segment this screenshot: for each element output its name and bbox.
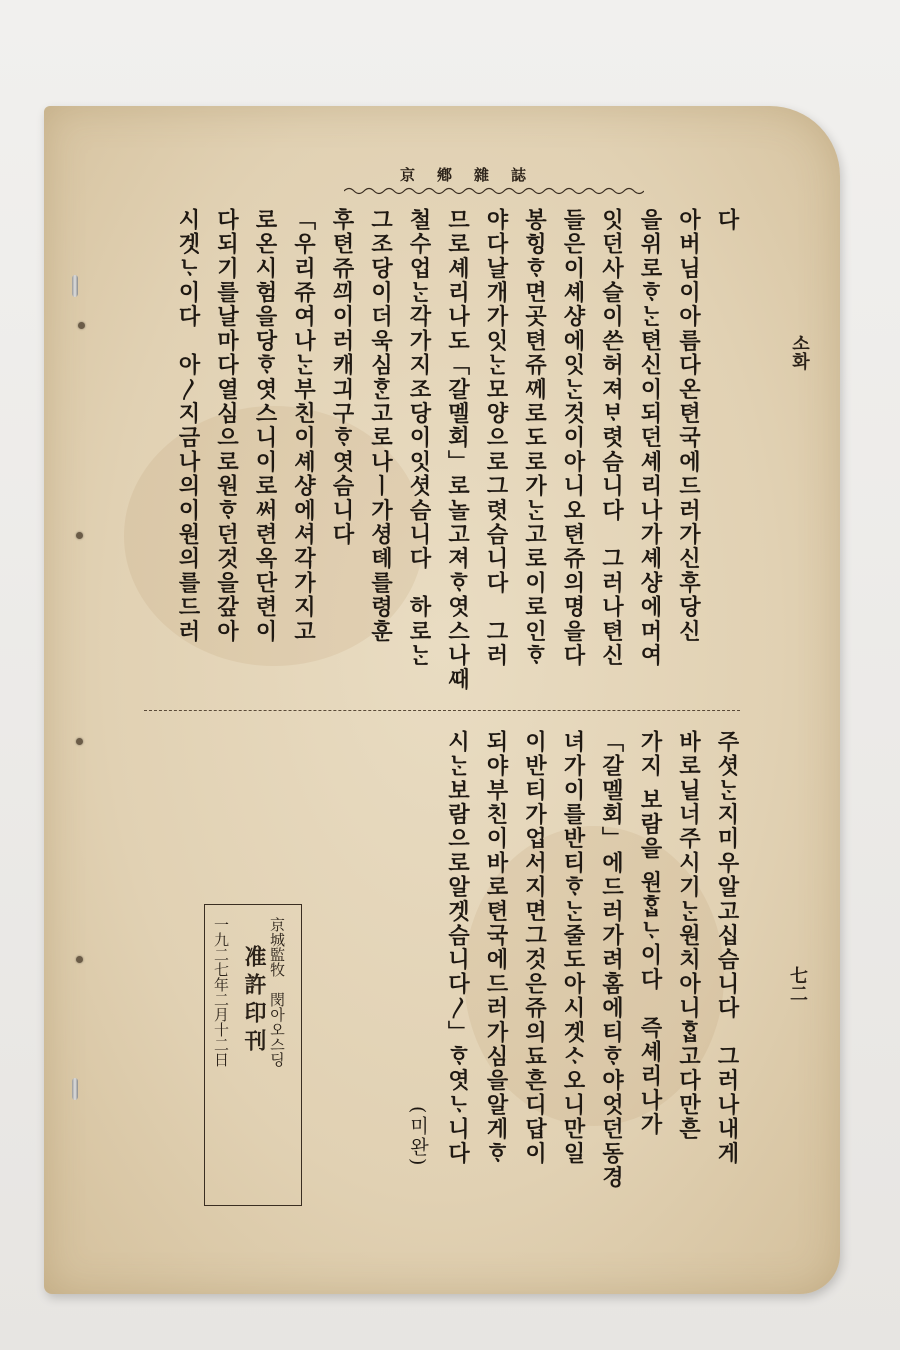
text-column: 잇던사슬이쓴허져ᄇᆞ렷슴니다 그러나텬신 (598, 208, 625, 668)
text-column: 시ᄂᆞᆫ보람으로알겟슴니다〳」ᄒᆞ엿ᄂᆞ니다 (444, 730, 471, 1166)
text-column: 봉힝ᄒᆞ면곳텬쥬ᄭᅦ로도로가ᄂᆞᆫ고로이로인ᄒᆞ (521, 208, 548, 668)
text-column: 야다날개가잇ᄂᆞᆫ모양으로그렷슴니다 그러 (483, 208, 509, 668)
text-column: 녀가이를반티ᄒᆞᄂᆞᆫ줄도아시겟ᄉᆞ오니만일 (560, 730, 586, 1166)
magazine-page (44, 106, 840, 1294)
text-column: 「우리쥬여나ᄂᆞᆫ부친이셰샹에셔각가지고 (290, 208, 317, 644)
staple (72, 1078, 78, 1100)
punch-hole (78, 322, 85, 329)
imprint-box (204, 904, 302, 1206)
text-column: 시겟ᄂᆞ이다 아〳지금나의이원의를드러 (175, 208, 201, 644)
text-column: 주셧ᄂᆞᆫ지미우알고십슴니다 그러나내게 (714, 730, 740, 1166)
text-column: 가지 보람을 원ᄒᆞᆸᄂᆞ이다 즉셰리나가 (637, 730, 663, 1137)
text-column: 들은이셰샹에잇ᄂᆞᆫ것이아니오텬쥬의명을다 (560, 208, 586, 668)
page-number: 七二 (787, 966, 808, 1002)
text-column: 되야부친이바로텬국에드러가심을알게ᄒᆞ (483, 730, 509, 1166)
text-column: 다 (714, 208, 740, 233)
staple (72, 275, 78, 297)
text-column: 후텬쥬ᄭᅴ이러캐긔구ᄒᆞ엿슴니다 (329, 208, 355, 547)
imprint-censor: 京城監牧 閔아오스딩 (268, 917, 286, 1067)
wavy-rule (344, 186, 644, 196)
text-column: 로온시험을당ᄒᆞ엿스니이로써련옥단련이 (252, 208, 278, 644)
text-column: 철수업ᄂᆞᆫ각가지조당이잇셧슴니다 하로ᄂᆞᆫ (406, 208, 432, 668)
text-column: (미완) (407, 1106, 429, 1168)
imprint-date: 一九二七年二月十二日 (212, 917, 230, 1067)
section-divider (144, 710, 740, 713)
text-column: 이반티가업서지면그것은쥬의됴흔디답이 (521, 730, 548, 1166)
text-column: 그조당이더욱심ᄒᆞᆫ고로나ㅣ가셩톄를령훈 (367, 208, 394, 644)
text-column: 「갈멜회」에드러가려홈에티ᄒᆞ야엇던동경 (598, 730, 625, 1190)
running-title: 京鄕雜誌 (399, 166, 548, 184)
corner-mark: 소화 (789, 334, 810, 370)
text-column: 아버님이아름다온텬국에드러가신후당신 (675, 208, 702, 644)
text-column: 바로닐너주시기ᄂᆞᆫ원치아니ᄒᆞᆸ고다만흔 (675, 730, 702, 1142)
punch-hole (76, 738, 83, 745)
text-column: 므로셰리나도「갈멜회」로놀고져ᄒᆞ엿스나ᄯᅢ (444, 208, 471, 692)
punch-hole (76, 956, 83, 963)
imprint-permit: 准許印刊 (241, 945, 267, 1057)
punch-hole (76, 532, 83, 539)
text-column: 다되기를날마다열심으로원ᄒᆞ던것을갚아 (213, 208, 240, 644)
text-column: 을위로ᄒᆞᄂᆞᆫ텬신이되던셰리나가셰샹에머여 (637, 208, 663, 668)
